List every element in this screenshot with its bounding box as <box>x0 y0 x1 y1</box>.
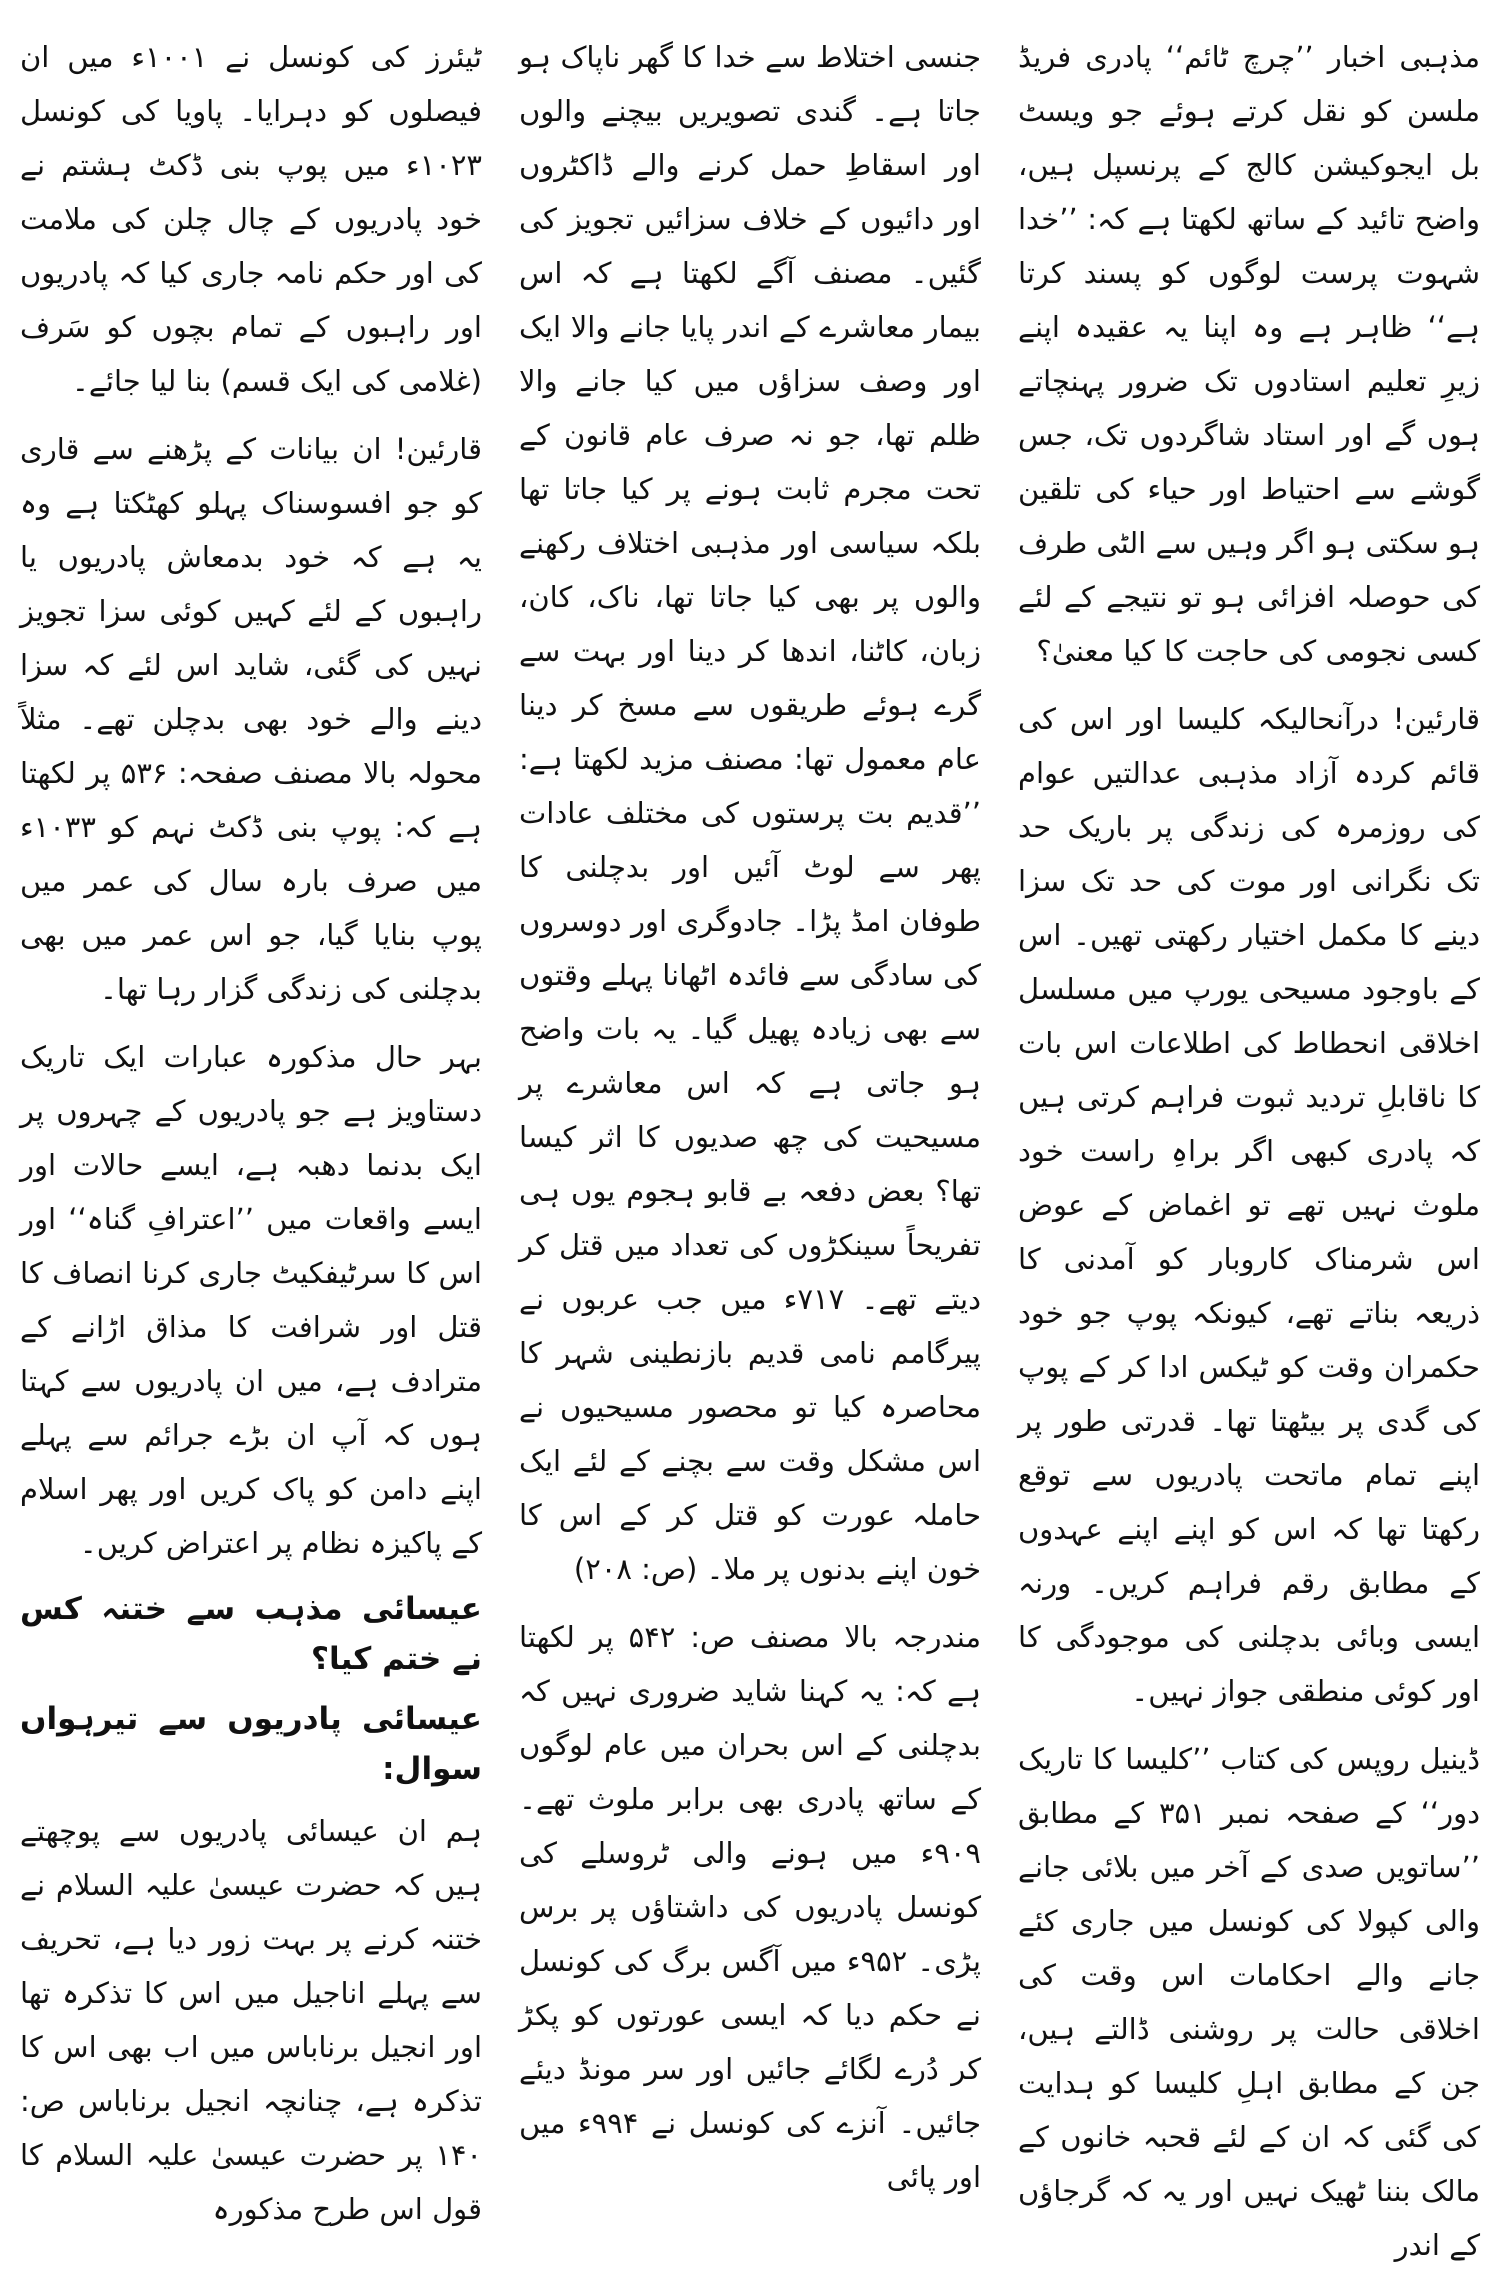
paragraph-church-times: مذہبی اخبار ’’چرچ ٹائم‘‘ پادری فریڈ ملسن کو نقل کرتے ہوئے جو ویسٹ بل ایجوکیشن کالج کے پرنسپل ہیں، واضح تائید کے ساتھ لکھتا ہے کہ: ’’خدا شہوت پرست لوگوں کو پسند کرتا ہے‘‘ ظاہر ہے وہ اپنا یہ عقیدہ اپنے زیرِ تعلیم استادوں تک ضرور پہنچاتے ہوں گے اور استاد شاگردوں تک، جس گوشے سے احتیاط اور حیاء کی تلقین ہو سکتی ہو اگر وہیں سے الٹی طرف کی حوصلہ افزائی ہو تو نتیجے کے لئے کسی نجومی کی حاجت کا کیا معنیٰ؟ <box>1018 40 1480 668</box>
paragraph-readers-note: قارئین! ان بیانات کے پڑھنے سے قاری کو جو افسوسناک پہلو کھٹکتا ہے وہ یہ ہے کہ خود بدمعاش پادریوں یا راہبوں کے لئے کہیں کوئی سزا تجویز نہیں کی گئی، شاید اس لئے کہ سزا دینے والے خود بھی بدچلن تھے۔ مثلاً محولہ بالا مصنف صفحہ: ۵۳۶ پر لکھتا ہے کہ: پوپ بنی ڈکٹ نہم کو ۱۰۳۳ء میں صرف بارہ سال کی عمر میں پوپ بنایا گیا، جو اس عمر میں بھی بدچلنی کی زندگی گزار رہا تھا۔ <box>20 432 482 1006</box>
paragraph-daniel-rops: ڈینیل روپس کی کتاب ’’کلیسا کا تاریک دور‘‘ کے صفحہ نمبر ۳۵۱ کے مطابق ’’ساتویں صدی کے آخر میں بلائی جانے والی کپولا کی کونسل میں جاری کئے جانے والے احکامات اس وقت کی اخلاقی حالت پر روشنی ڈالتے ہیں، جن کے مطابق اہلِ کلیسا کو ہدایت کی گئی کہ ان کے لئے قحبہ خانوں کے مالک بننا ٹھیک نہیں اور یہ کہ گرجاؤں کے اندر <box>1018 1742 1480 2262</box>
section-heading-circumcision: عیسائی مذہب سے ختنہ کس نے ختم کیا؟ <box>20 1591 482 1677</box>
text-column-right <box>1018 30 1480 2262</box>
paragraph-church-courts: قارئین! درآنحالیکہ کلیسا اور اس کی قائم کردہ آزاد مذہبی عدالتیں عوام کی روزمرہ کی زندگی پر باریک حد تک نگرانی اور موت کی حد تک سزا دینے کا مکمل اختیار رکھتی تھیں۔ اس کے باوجود مسیحی یورپ میں مسلسل اخلاقی انحطاط کی اطلاعات اس بات کا ناقابلِ تردید ثبوت فراہم کرتی ہیں کہ پادری کبھی اگر براہِ راست خود ملوث نہیں تھے تو اغماض کے عوض اس شرمناک کاروبار کو آمدنی کا ذریعہ بناتے تھے، کیونکہ پوپ جو خود حکمران وقت کو ٹیکس ادا کر کے پوپ کی گدی پر بیٹھتا تھا۔ قدرتی طور پر اپنے تمام ماتحت پادریوں سے توقع رکھتا تھا کہ اس کو اپنے اپنے عہدوں کے مطابق رقم فراہم کریں۔ ورنہ ایسی وبائی بدچلنی کی موجودگی کا اور کوئی منطقی جواز نہیں۔ <box>1018 702 1480 1708</box>
paragraph-dark-document: بہر حال مذکورہ عبارات ایک تاریک دستاویز ہے جو پادریوں کے چہروں پر ایک بدنما دھبہ ہے، ایسے حالات اور ایسے واقعات میں ’’اعترافِ گناہ‘‘ اور اس کا سرٹیفکیٹ جاری کرنا انصاف کا قتل اور شرافت کا مذاق اڑانے کے مترادف ہے، میں ان پادریوں سے کہتا ہوں کہ آپ ان بڑے جرائم سے پہلے اپنے دامن کو پاک کریں اور پھر اسلام کے پاکیزہ نظام پر اعتراض کریں۔ <box>20 1040 482 1560</box>
text-column-middle <box>519 30 982 2194</box>
paragraph-punishments: جنسی اختلاط سے خدا کا گھر ناپاک ہو جاتا ہے۔ گندی تصویریں بیچنے والوں اور اسقاطِ حمل کرنے والے ڈاکٹروں اور دائیوں کے خلاف سزائیں تجویز کی گئیں۔ مصنف آگے لکھتا ہے کہ اس بیمار معاشرے کے اندر پایا جانے والا ایک اور وصف سزاؤں میں کیا جانے والا ظلم تھا، جو نہ صرف عام قانون کے تحت مجرم ثابت ہونے پر کیا جاتا تھا بلکہ سیاسی اور مذہبی اختلاف رکھنے والوں پر بھی کیا جاتا تھا، ناک، کان، زبان، کاٹنا، اندھا کر دینا اور بہت سے گرے ہوئے طریقوں سے مسخ کر دینا عام معمول تھا: مصنف مزید لکھتا ہے: ’’قدیم بت پرستوں کی مختلف عادات پھر سے لوٹ آئیں اور بدچلنی کا طوفان امڈ پڑا۔ جادوگری اور دوسروں کی سادگی سے فائدہ اٹھانا پہلے وقتوں سے بھی زیادہ پھیل گیا۔ یہ بات واضح ہو جاتی ہے کہ اس معاشرے پر مسیحیت کی چھ صدیوں کا اثر کیسا تھا؟ بعض دفعہ بے قابو ہجوم یوں ہی تفریحاً سینکڑوں کی تعداد میں قتل کر دیتے تھے۔ ۷۱۷ء میں جب عربوں نے پیرگامم نامی قدیم بازنطینی شہر کا محاصرہ کیا تو محصور مسیحیوں نے اس مشکل وقت سے بچنے کے لئے ایک حاملہ عورت کو قتل کر کے اس کا خون اپنے بدنوں پر ملا۔ (ص: ۲۰۸) <box>519 40 981 1586</box>
paragraph-councils: مندرجہ بالا مصنف ص: ۵۴۲ پر لکھتا ہے کہ: یہ کہنا شاید ضروری نہیں کہ بدچلنی کے اس بحران میں عام لوگوں کے ساتھ پادری بھی برابر ملوث تھے۔ ۹۰۹ء میں ہونے والی ٹروسلے کی کونسل پادریوں کی داشتاؤں پر برس پڑی۔ ۹۵۲ء میں آگس برگ کی کونسل نے حکم دیا کہ ایسی عورتوں کو پکڑ کر دُرے لگائے جائیں اور سر مونڈ دیئے جائیں۔ آنزے کی کونسل نے ۹۹۴ء میں اور پائی <box>519 1620 982 2194</box>
section-heading-thirteenth-question: عیسائی پادریوں سے تیرہواں سوال: <box>20 1701 482 1787</box>
paragraph-pavia-council: ٹیئرز کی کونسل نے ۱۰۰۱ء میں ان فیصلوں کو دہرایا۔ پاویا کی کونسل ۱۰۲۳ء میں پوپ بنی ڈکٹ ہشتم نے خود پادریوں کے چال چلن کی ملامت کی اور حکم نامہ جاری کیا کہ پادریوں اور راہبوں کے تمام بچوں کو سَرف (غلامی کی ایک قسم) بنا لیا جائے۔ <box>20 40 482 398</box>
paragraph-question-to-priests: ہم ان عیسائی پادریوں سے پوچھتے ہیں کہ حضرت عیسیٰ علیہ السلام نے ختنہ کرنے پر بہت زور دیا ہے، تحریف سے پہلے اناجیل میں اس کا تذکرہ تھا اور انجیل برناباس میں اب بھی اس کا تذکرہ ہے، چنانچہ انجیل برناباس ص: ۱۴۰ پر حضرت عیسیٰ علیہ السلام کا قول اس طرح مذکورہ <box>20 1814 482 2226</box>
text-column-left <box>20 30 482 2226</box>
